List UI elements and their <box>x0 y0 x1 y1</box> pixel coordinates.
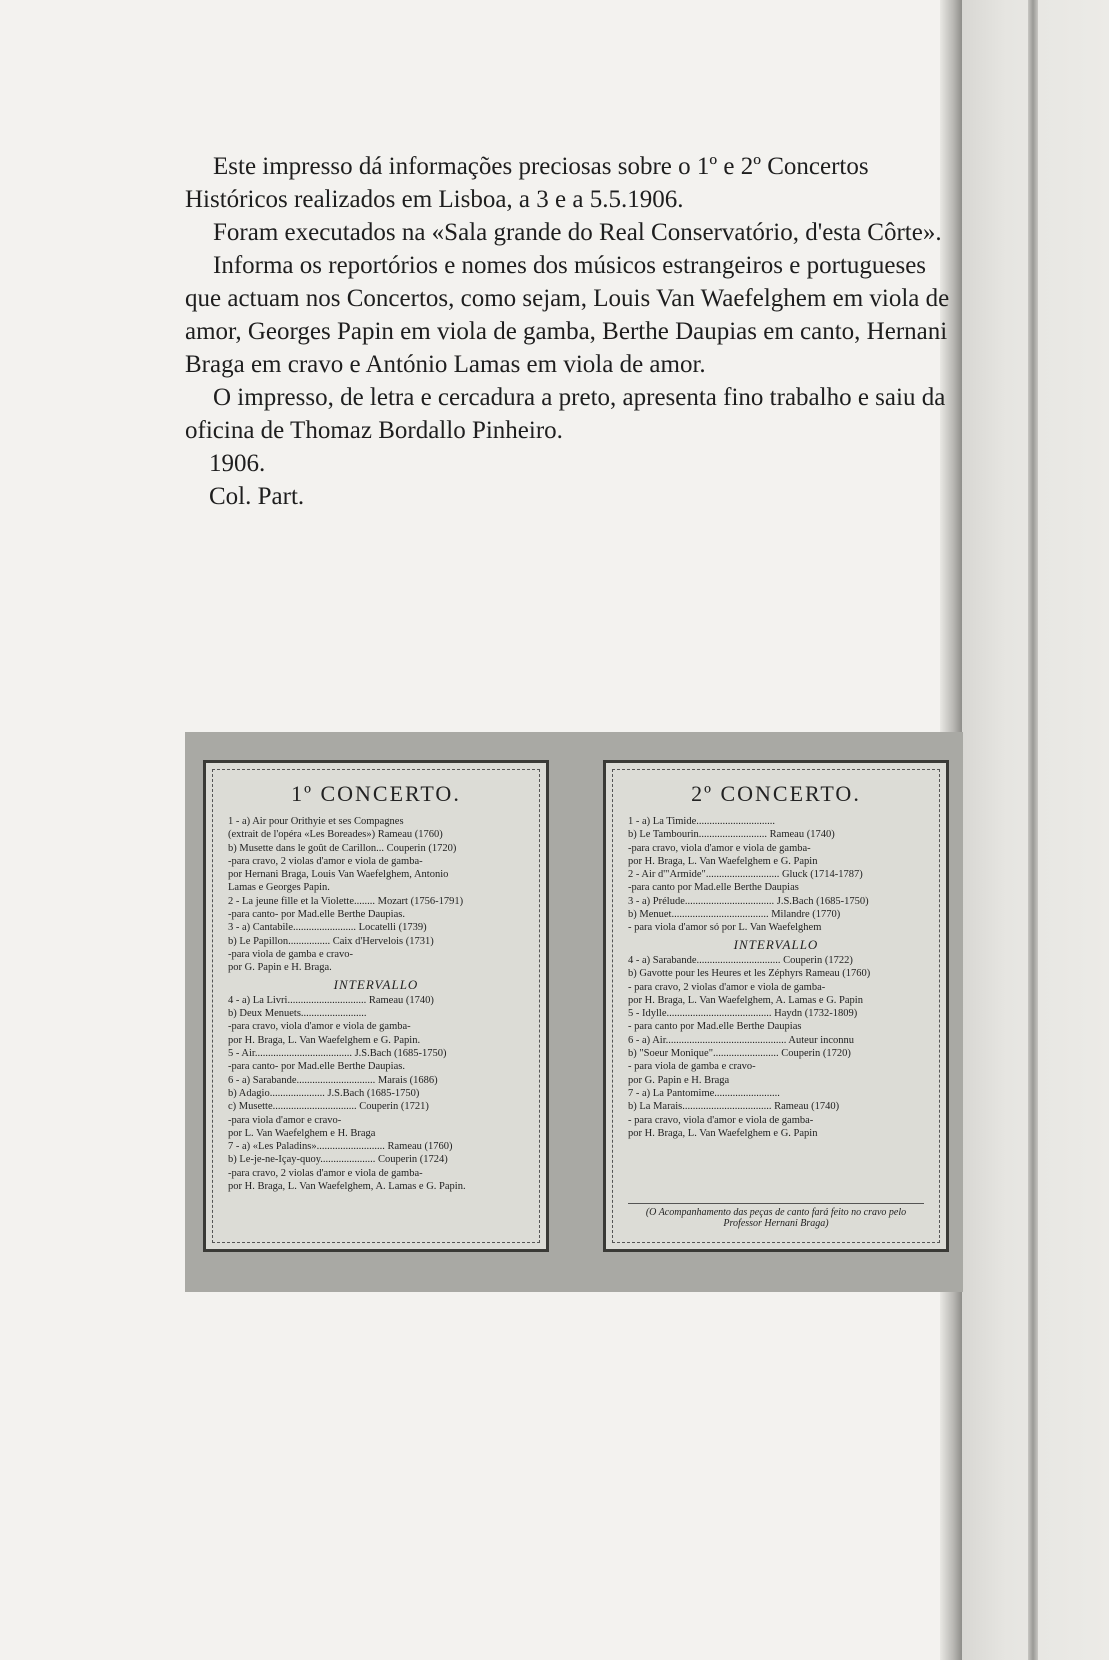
interval-heading: INTERVALLO <box>733 936 819 952</box>
program-line: -para viola d'amor e cravo- <box>228 1114 342 1126</box>
program-line: -para canto- por Mad.elle Berthe Daupias. <box>228 1061 405 1073</box>
date-line: 1906. <box>209 450 266 477</box>
program-line: b) Le Papillon................ Caix d'Hervelois (1731) <box>228 935 434 947</box>
program-line: b) Le Tambourin.......................... Rameau (1740) <box>628 829 835 841</box>
program-line: - para cravo, 2 violas d'amor e viola de gamba- <box>628 981 826 993</box>
program-line: 5 - Idylle........................................ Haydn (1732-1809) <box>628 1008 858 1020</box>
program-line: por G. Papin e H. Braga <box>628 1074 730 1086</box>
program-line: -para canto- por Mad.elle Berthe Daupias. <box>228 909 405 921</box>
program-line: 3 - a) Prélude.................................. J.S.Bach (1685-1750) <box>628 895 869 907</box>
program-line: por L. Van Waefelghem e H. Braga <box>228 1127 376 1139</box>
program-line: - para canto por Mad.elle Berthe Daupias <box>628 1021 802 1033</box>
program-line: b) Gavotte pour les Heures et les Zéphyrs Rameau (1760) <box>628 968 871 980</box>
program-line: por Hernani Braga, Louis Van Waefelghem, Antonio <box>228 869 449 881</box>
program-line: b) Adagio..................... J.S.Bach (1685-1750) <box>228 1087 420 1099</box>
concert-2-program <box>603 760 949 1252</box>
paragraph-4: O impresso, de letra e cercadura a preto, apresenta fino trabalho e saiu da oficina de Thomaz Bordallo Pinheiro. <box>185 384 946 444</box>
program-line: 3 - a) Cantabile........................ Locatelli (1739) <box>228 922 427 934</box>
paragraph-2: Foram executados na «Sala grande do Real Conservatório, d'esta Côrte». <box>213 219 942 246</box>
underlying-page-edge <box>1028 0 1038 1660</box>
concert-1-program <box>203 760 549 1252</box>
concert-2-repertoire <box>628 815 924 1140</box>
program-line: - para cravo, viola d'amor e viola de gamba- <box>628 1114 814 1126</box>
program-line: 6 - a) Sarabande.............................. Marais (1686) <box>228 1074 438 1086</box>
program-line: b) "Soeur Monique"......................... Couperin (1720) <box>628 1048 851 1060</box>
program-line: 7 - a) La Pantomime......................... <box>628 1087 780 1099</box>
concert-1-repertoire <box>228 815 524 1193</box>
concert-2-title: 2º CONCERTO. <box>691 781 861 806</box>
program-line: b) Menuet..................................... Milandre (1770) <box>628 909 841 921</box>
paragraph-1: Este impresso dá informações preciosas sobre o 1º e 2º Concertos Históricos realizados em Lisboa, a 3 e a 5.5.1906. <box>185 153 869 213</box>
concert-programs-photo <box>185 732 963 1292</box>
paragraph-3: Informa os reportórios e nomes dos músicos estrangeiros e portugueses que actuam nos Concertos, como sejam, Louis Van Waefelghem em viola de amor, Georges Papin em viola de gamba, Berthe Daupias em canto, Hernani Braga em cravo e António Lamas em viola de amor. <box>185 252 950 378</box>
concert-1-title: 1º CONCERTO. <box>291 781 461 806</box>
program-line: por H. Braga, L. Van Waefelghem e G. Papin <box>628 855 818 867</box>
caption-text <box>185 150 955 513</box>
program-line: por H. Braga, L. Van Waefelghem, A. Lamas e G. Papin. <box>228 1181 466 1193</box>
program-line: 5 - Air..................................... J.S.Bach (1685-1750) <box>228 1048 447 1060</box>
program-line: por H. Braga, L. Van Waefelghem e G. Papin <box>628 1127 818 1139</box>
program-line: - para viola de gamba e cravo- <box>628 1061 756 1073</box>
program-line: -para cravo, viola d'amor e viola de gamba- <box>628 842 811 854</box>
program-line: Lamas e Georges Papin. <box>228 882 330 894</box>
program-line: 2 - La jeune fille et la Violette........ Mozart (1756-1791) <box>228 895 464 907</box>
program-line: 6 - a) Air.............................................. Auteur inconnu <box>628 1034 855 1046</box>
interval-heading: INTERVALLO <box>333 976 419 992</box>
program-line: 1 - a) La Timide.............................. <box>628 816 775 827</box>
program-line: -para cravo, 2 violas d'amor e viola de gamba- <box>228 1167 423 1179</box>
program-line: - para viola d'amor só por L. Van Waefelghem <box>628 922 822 934</box>
program-line: b) Deux Menuets......................... <box>228 1008 367 1020</box>
program-line: -para cravo, 2 violas d'amor e viola de gamba- <box>228 855 423 867</box>
program-line: por G. Papin e H. Braga. <box>228 962 332 974</box>
program-line: -para viola de gamba e cravo- <box>228 948 354 960</box>
program-line: (extrait de l'opéra «Les Boreades») Rameau (1760) <box>228 829 443 841</box>
program-line: por H. Braga, L. Van Waefelghem, A. Lamas e G. Papin <box>628 994 863 1006</box>
program-line: 2 - Air d'"Armide"............................ Gluck (1714-1787) <box>628 869 863 881</box>
program-line: 4 - a) La Livri.............................. Rameau (1740) <box>228 994 434 1006</box>
accompaniment-note: (O Acompanhamento das peças de canto fará feito no cravo pelo Professor Hernani Braga) <box>628 1203 924 1229</box>
program-line: 4 - a) Sarabande................................ Couperin (1722) <box>628 954 853 966</box>
program-line: -para cravo, viola d'amor e viola de gamba- <box>228 1021 411 1033</box>
program-line: b) La Marais.................................. Rameau (1740) <box>628 1101 840 1113</box>
collection-line: Col. Part. <box>209 483 305 510</box>
program-line: 1 - a) Air pour Orithyie et ses Compagnes <box>228 816 404 827</box>
program-line: por H. Braga, L. Van Waefelghem e G. Papin. <box>228 1034 421 1046</box>
program-line: b) Musette dans le goût de Carillon... Couperin (1720) <box>228 842 457 854</box>
program-line: b) Le-je-ne-Içay-quoy..................... Couperin (1724) <box>228 1154 448 1166</box>
program-line: -para canto por Mad.elle Berthe Daupias <box>628 882 799 894</box>
program-line: c) Musette................................ Couperin (1721) <box>228 1101 429 1113</box>
program-line: 7 - a) «Les Paladins».......................... Rameau (1760) <box>228 1141 453 1153</box>
